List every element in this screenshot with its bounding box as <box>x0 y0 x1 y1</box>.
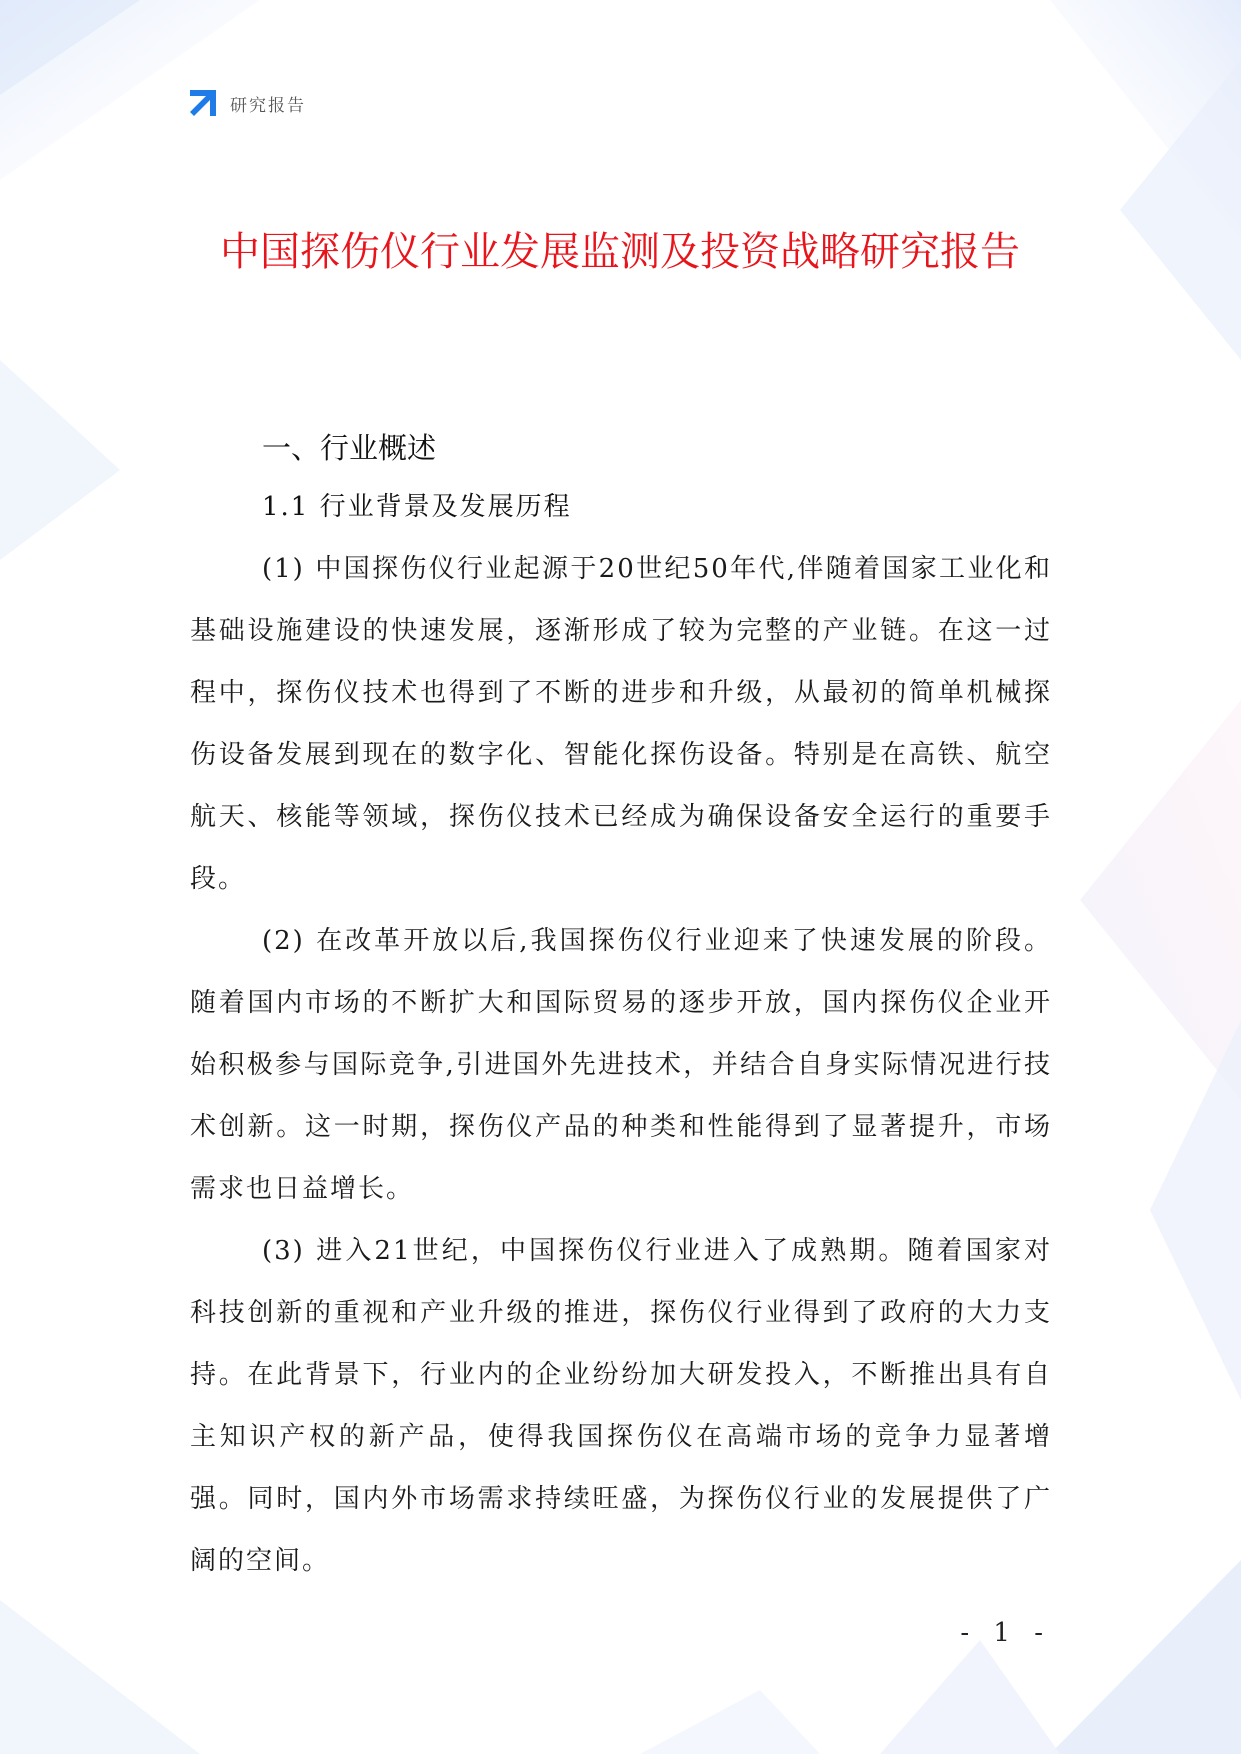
report-body <box>190 420 1052 1592</box>
subsection-heading: 1.1 行业背景及发展历程 <box>262 492 572 522</box>
paragraph-3: (3) 进入21世纪，中国探伤仪行业进入了成熟期。随着国家对科技创新的重视和产业升级的推进，探伤仪行业得到了政府的大力支持。在此背景下，行业内的企业纷纷加大研发投入，不断推出具有自主知识产权的新产品，使得我国探伤仪在高端市场的竞争力显著增强。同时，国内外市场需求持续旺盛，为探伤仪行业的发展提供了广阔的空间。 <box>190 1236 1052 1576</box>
report-title: 中国探伤仪行业发展监测及投资战略研究报告 <box>220 229 1020 275</box>
report-header <box>188 88 306 118</box>
section-heading: 一、行业概述 <box>262 431 437 465</box>
arrow-logo-icon <box>188 88 218 118</box>
page-number: - 1 - <box>960 1618 1051 1648</box>
paragraph-2: (2) 在改革开放以后,我国探伤仪行业迎来了快速发展的阶段。随着国内市场的不断扩大和国际贸易的逐步开放，国内探伤仪企业开始积极参与国际竞争,引进国外先进技术，并结合自身实际情况进行技术创新。这一时期，探伤仪产品的种类和性能得到了显著提升，市场需求也日益增长。 <box>190 926 1052 1204</box>
header-tag: 研究报告 <box>230 95 306 116</box>
paragraph-1: (1) 中国探伤仪行业起源于20世纪50年代,伴随着国家工业化和基础设施建设的快速发展，逐渐形成了较为完整的产业链。在这一过程中，探伤仪技术也得到了不断的进步和升级，从最初的简单机械探伤设备发展到现在的数字化、智能化探伤设备。特别是在高铁、航空航天、核能等领域，探伤仪技术已经成为确保设备安全运行的重要手段。 <box>190 554 1052 894</box>
